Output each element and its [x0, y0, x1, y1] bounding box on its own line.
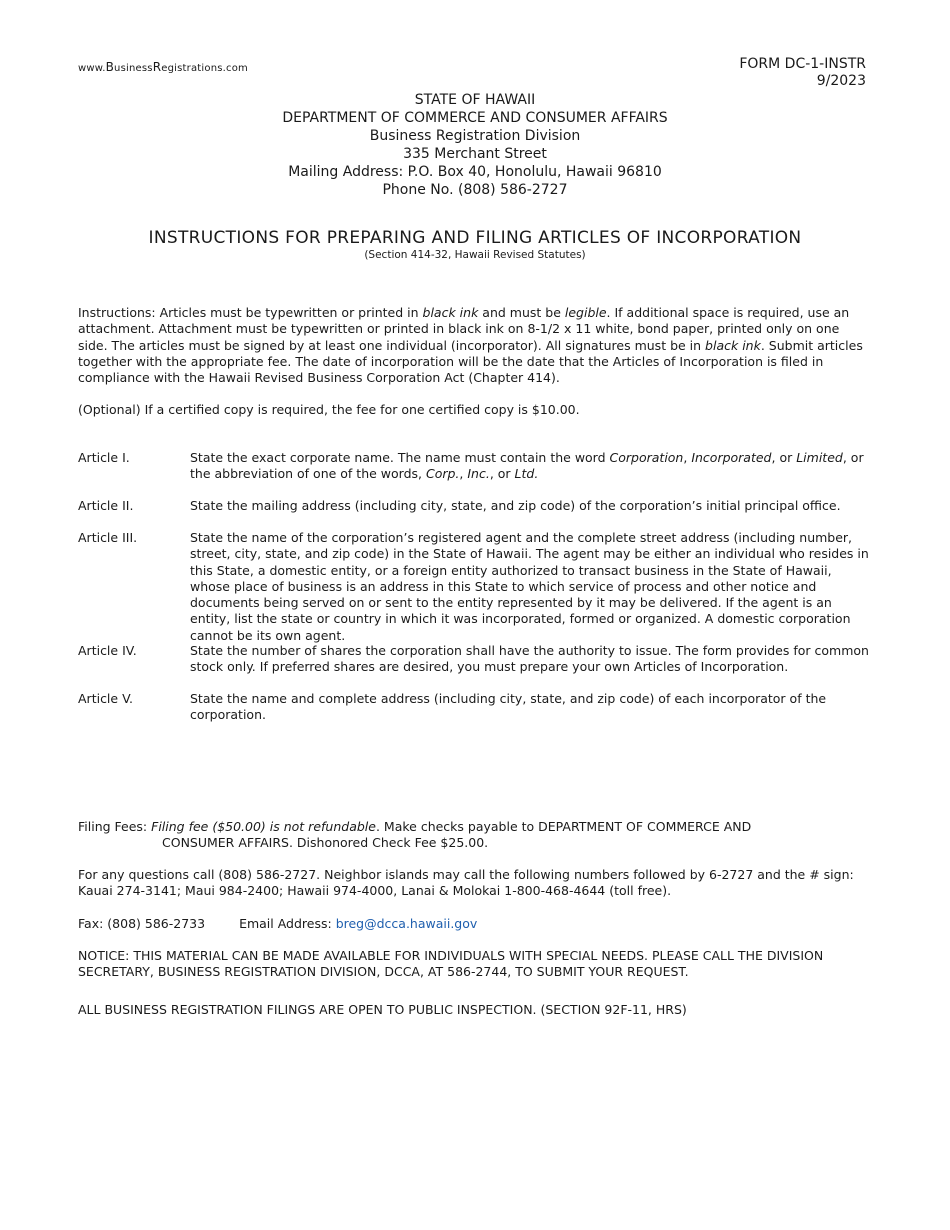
header-division: Business Registration Division [369, 128, 581, 144]
fees-label: Filing Fees: [78, 819, 152, 834]
header-department: DEPARTMENT OF COMMERCE AND CONSUMER AFFAIRS [282, 110, 668, 126]
public-inspection-notice: ALL BUSINESS REGISTRATION FILINGS ARE OPEN TO PUBLIC INSPECTION. (SECTION 92F-11, HRS) [78, 1002, 687, 1017]
header-phone: Phone No. (808) 586-2727 [382, 182, 568, 198]
filing-fees: Filing Fees: Filing fee ($50.00) is not refundable. Make checks payable to DEPARTMENT OF COMMERCE AND CONSUMER AFFAIRS. Dishonored Check Fee $25.00. [78, 819, 868, 852]
article-text: State the exact corporate name. The name must contain the word Corporation, Incorporated, or Limited, or the abbreviation of one of the words, Corp., Inc., or Ltd. [190, 450, 864, 482]
article-label: Article IV. [78, 643, 137, 658]
email-link[interactable]: breg@dcca.hawaii.gov [335, 916, 478, 931]
fees-nonrefundable: Filing fee ($50.00) is not refundable [151, 819, 376, 834]
special-needs-notice: NOTICE: THIS MATERIAL CAN BE MADE AVAILABLE FOR INDIVIDUALS WITH SPECIAL NEEDS. PLEASE CALL THE DIVISION SECRETARY, BUSINESS REGISTRATION DIVISION, DCCA, AT 586-2744, TO SUBMIT YOUR REQUEST. [78, 948, 824, 980]
fax-number: Fax: (808) 586-2733 [78, 916, 206, 931]
email-label: Email Address: [239, 916, 336, 931]
document-title: INSTRUCTIONS FOR PREPARING AND FILING ARTICLES OF INCORPORATION [148, 228, 802, 248]
article-text: State the mailing address (including city, state, and zip code) of the corporation’s initial principal office. [190, 498, 841, 513]
header-state: STATE OF HAWAII [414, 92, 536, 108]
questions-paragraph: For any questions call (808) 586-2727. Neighbor islands may call the following numbers followed by 6-2727 and the # sign: Kauai 274-3141; Maui 984-2400; Hawaii 974-4000, Lanai & Molokai 1-800-468-4644 (toll free). [78, 867, 854, 899]
fees-line2: CONSUMER AFFAIRS. Dishonored Check Fee $25.00. [162, 835, 489, 851]
article-text: State the number of shares the corporation shall have the authority to issue. The form provides for common stock only. If preferred shares are desired, you must prepare your own Articles of Incorporation. [190, 643, 869, 675]
optional-paragraph: (Optional) If a certified copy is required, the fee for one certified copy is $10.00. [78, 402, 580, 417]
article-label: Article V. [78, 691, 133, 706]
form-number: FORM DC-1-INSTR [739, 56, 866, 72]
form-identifier [739, 56, 866, 90]
header-mailing: Mailing Address: P.O. Box 40, Honolulu, Hawaii 96810 [288, 164, 662, 180]
website-label: www.BusinessRegistrations.com [78, 60, 248, 74]
article-label: Article II. [78, 498, 134, 513]
contact-line [78, 916, 868, 932]
article-label: Article I. [78, 450, 130, 465]
article-text: State the name of the corporation’s registered agent and the complete street address (including number, street, city, state, and zip code) in the State of Hawaii. The agent may be either an individual who resides in this State, a domestic entity, or a foreign entity authorized to transact business in the State of Hawaii, whose place of business is an address in this State to which service of process and other notice and documents being served on or sent to the entity represented by it may be delivered. If the agent is an entity, list the state or country in which it was incorporated, formed or organized. A domestic corporation cannot be its own agent. [190, 530, 869, 643]
agency-header [0, 91, 950, 199]
article-label: Article III. [78, 530, 138, 545]
instructions-paragraph: Instructions: Articles must be typewritten or printed in black ink and must be legible. If additional space is required, use an attachment. Attachment must be typewritten or printed in black ink on 8-1/2 x 11 white, bond paper, printed only on one side. The articles must be signed by at least one individual (incorporator). All signatures must be in black ink. Submit articles together with the appropriate fee. The date of incorporation will be the date that the Articles of Incorporation is filed in compliance with the Hawaii Revised Business Corporation Act (Chapter 414). [78, 305, 863, 386]
document-subtitle: (Section 414-32, Hawaii Revised Statutes) [364, 249, 586, 261]
header-street: 335 Merchant Street [403, 146, 547, 162]
article-text: State the name and complete address (including city, state, and zip code) of each incorporator of the corporation. [190, 691, 827, 723]
form-date: 9/2023 [816, 73, 866, 89]
